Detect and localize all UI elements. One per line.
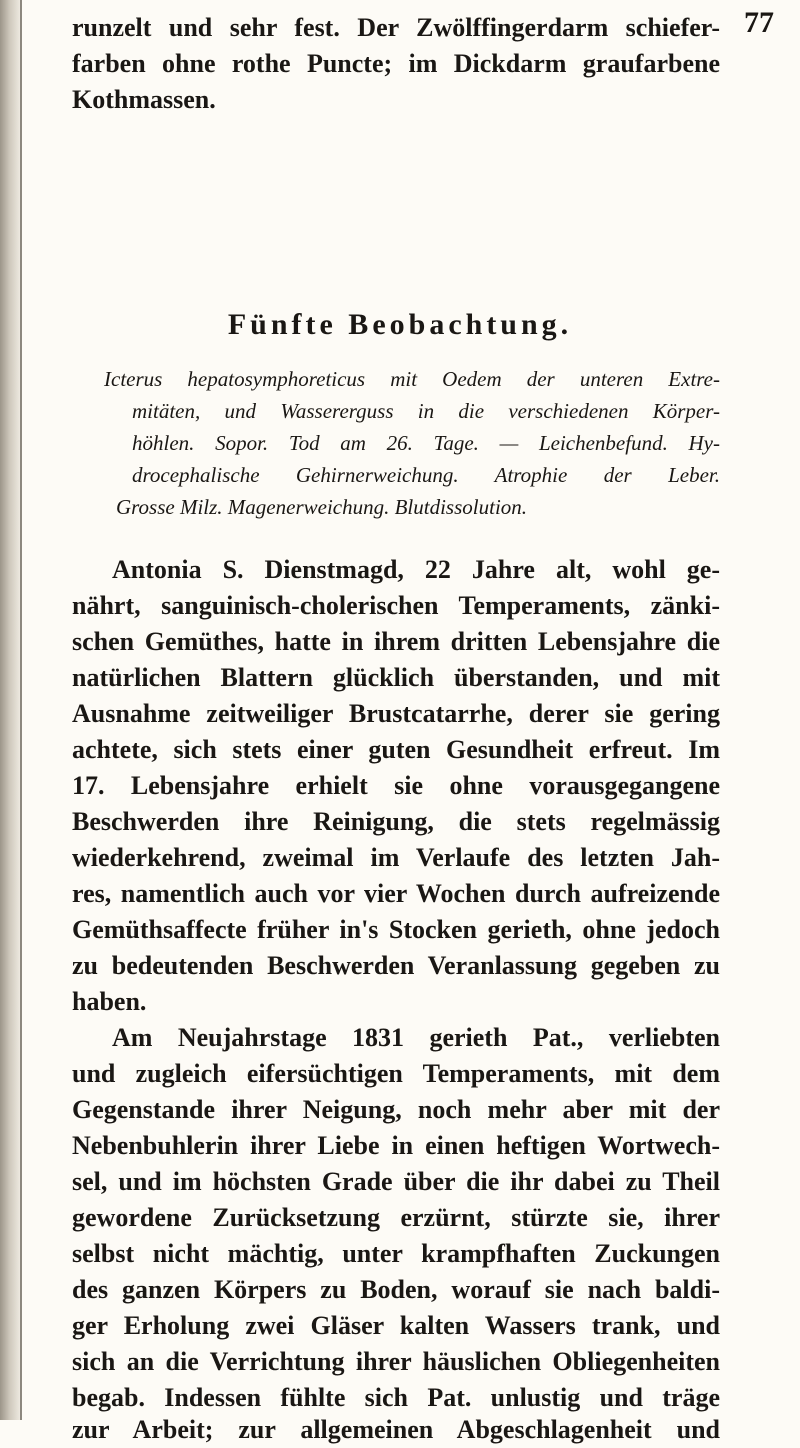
summary-line: Icterus hepatosymphoreticus mit Oedem der unteren Extre- [104, 367, 720, 391]
body-line: schen Gemüthes, hatte in ihrem dritten Lebensjahre die [72, 627, 720, 656]
body-line: ger Erholung zwei Gläser kalten Wassers trank, und [72, 1311, 720, 1340]
summary-line: Grosse Milz. Magenerweichung. Blutdissolution. [116, 495, 528, 519]
body-line: zur Arbeit; zur allgemeinen Abgeschlagenheit und [72, 1415, 720, 1444]
binding-edge [20, 0, 22, 1420]
body-line: Gemüthsaffecte früher in's Stocken gerieth, ohne jedoch [72, 915, 720, 944]
intro-line: runzelt und sehr fest. Der Zwölffingerdarm schiefer- [72, 13, 720, 42]
body-line: Beschwerden ihre Reinigung, die stets regelmässig [72, 807, 720, 836]
summary-line: drocephalische Gehirnerweichung. Atrophie der Leber. [132, 463, 720, 487]
body-line: gewordene Zurücksetzung erzürnt, stürzte sie, ihrer [72, 1203, 720, 1232]
summary-line: mitäten, und Wassererguss in die verschiedenen Körper- [132, 399, 720, 423]
body-line: nährt, sanguinisch-cholerischen Temperaments, zänki- [72, 591, 720, 620]
intro-line: farben ohne rothe Puncte; im Dickdarm graufarbene [72, 49, 720, 78]
body-line: sel, und im höchsten Grade über die ihr dabei zu Theil [72, 1167, 720, 1196]
body-line: res, namentlich auch vor vier Wochen durch aufreizende [72, 879, 720, 908]
body-line: selbst nicht mächtig, unter krampfhaften Zuckungen [72, 1239, 720, 1268]
body-line: des ganzen Körpers zu Boden, worauf sie nach baldi- [72, 1275, 720, 1304]
body-line: 17. Lebensjahre erhielt sie ohne vorausgegangene [72, 771, 720, 800]
body-line: begab. Indessen fühlte sich Pat. unlustig und träge [72, 1383, 720, 1412]
body-line: haben. [72, 987, 147, 1016]
body-line: zu bedeutenden Beschwerden Veranlassung gegeben zu [72, 951, 720, 980]
summary-line: höhlen. Sopor. Tod am 26. Tage. — Leichenbefund. Hy- [132, 431, 720, 455]
page-number: 77 [744, 6, 774, 39]
body-line: wiederkehrend, zweimal im Verlaufe des letzten Jah- [72, 843, 720, 872]
body-line: achtete, sich stets einer guten Gesundheit erfreut. Im [72, 735, 720, 764]
body-line: Nebenbuhlerin ihrer Liebe in einen heftigen Wortwech- [72, 1131, 720, 1160]
body-line: sich an die Verrichtung ihrer häuslichen Obliegenheiten [72, 1347, 720, 1376]
book-binding-shadow [0, 0, 22, 1420]
body-line: Am Neujahrstage 1831 gerieth Pat., verliebten [112, 1023, 720, 1052]
intro-line: Kothmassen. [72, 85, 216, 114]
body-line: natürlichen Blattern glücklich überstanden, und mit [72, 663, 720, 692]
body-line: Gegenstande ihrer Neigung, noch mehr aber mit der [72, 1095, 720, 1124]
body-line: und zugleich eifersüchtigen Temperaments, mit dem [72, 1059, 720, 1088]
body-line: Antonia S. Dienstmagd, 22 Jahre alt, wohl ge- [112, 555, 720, 584]
section-title: Fünfte Beobachtung. [227, 308, 573, 341]
body-line: Ausnahme zeitweiliger Brustcatarrhe, derer sie gering [72, 699, 720, 728]
